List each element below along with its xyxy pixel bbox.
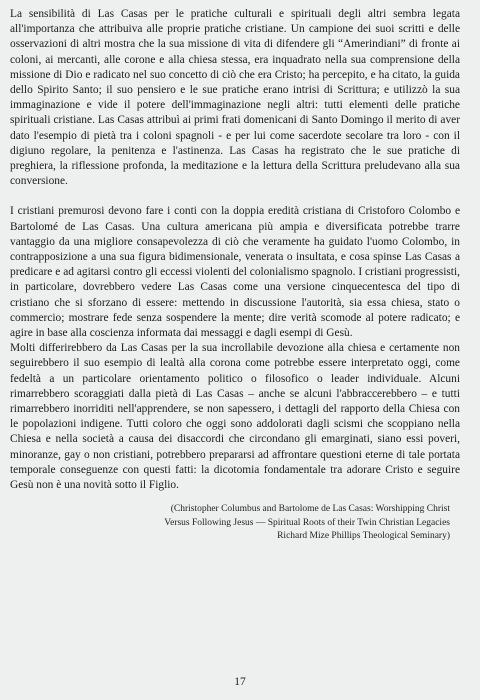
paragraph-modern-differences: Molti differirebbero da Las Casas per la sua incrollabile devozione alla chiesa e certamente non seguirebbero il suo esempio di lealtà alla corona come potrebbe essere interpretato oggi, come fedeltà a un particolare orientamento politico o filosofico o leader individuale. Alcuni rimarrebbero scoraggiati dalla pietà di Las Casas – anche se alcuni l'abbraccerebbero – e tutti rimarrebbero inorriditi nell'apprendere, se non sapessero, i dettagli del rapporto della Chiesa con le popolazioni indigene. Tutti coloro che oggi sono addolorati dagli scismi che scoppiano nella Chiesa e nella società a causa dei disaccordi che circondano gli emarginati, siano essi poveri, minoranze, gay o non cristiani, potrebbero prepararsi ad affrontare questioni eterne di tale portata temporale conseguenze con questi fatti: la dicotomia fondamentale tra adorare Cristo e seguire Gesù non è una novità sotto il Figlio.	[10, 342, 460, 492]
citation-line-3: Richard Mize Phillips Theological Seminary)	[277, 530, 450, 541]
paragraph-las-casas-spirituality: La sensibilità di Las Casas per le pratiche culturali e spirituali degli altri sembra legata all'importanza che attribuiva alle proprie pratiche cristiane. Un campione dei suoi scritti e delle osservazioni di altri mostra che la sua missione di vita di difendere gli “Amerindiani” di fronte ai coloni, ai mercanti, alle corone e alla chiesa stessa, era inquadrato nella sua comprensione della missione di Dio e radicato nel suo concetto di ciò che era Cristo; ha percepito, e ha citato, la guida dello Spirito Santo; il suo pensiero e le sue pratiche erano intrisi di Scrittura; e utilizzò la sua immaginazione e vide il potere dell'immaginazione negli altri: tutti elementi delle pratiche spirituali cristiane. Las Casas attribuì ai primi frati domenicani di Santo Domingo il merito di aver dato l'esempio di pietà tra i coloni spagnoli - e per lui come sacerdote secolare tra loro - con il digiuno regolare, la penitenza e l'astinenza. Las Casas ha registrato che le sue pratiche di preghiera, la riflessione profonda, la meditazione e la lettura della Scrittura preludevano alla sua conversione.	[10, 8, 460, 188]
paragraph-spacer	[10, 189, 460, 204]
paragraph-christian-legacy: I cristiani premurosi devono fare i conti con la doppia eredità cristiana di Cristoforo Colombo e Bartolomé de Las Casas. Una cultura americana più ampia e diversificata potrebbe trarre vantaggio da una migliore consapevolezza di ciò che veramente ha guidato l'uomo Colombo, in contrapposizione a una sua figura bidimensionale, venerata o insultata, e cosa spinse Las Casas a predicare e ad agitarsi contro gli eccessi violenti del colonialismo spagnolo. I cristiani progressisti, in particolare, dovrebbero vedere Las Casas come una versione cinquecentesca del tipo di cristiano che si sforzano di essere: mettendo in discussione l'autorità, sia essa chiesa, stato o commercio; mostrare fede senza sospendere la mente; dire verità scomode al potere radicato; e agire in base alla coscienza informata dai messaggi e dagli esempi di Gesù.	[10, 205, 460, 340]
source-citation	[70, 503, 450, 543]
citation-line-1: (Christopher Columbus and Bartolome de Las Casas: Worshipping Christ	[170, 504, 450, 515]
citation-line-2: Versus Following Jesus — Spiritual Roots of their Twin Christian Legacies	[164, 517, 450, 528]
page-number: 17	[234, 676, 246, 688]
